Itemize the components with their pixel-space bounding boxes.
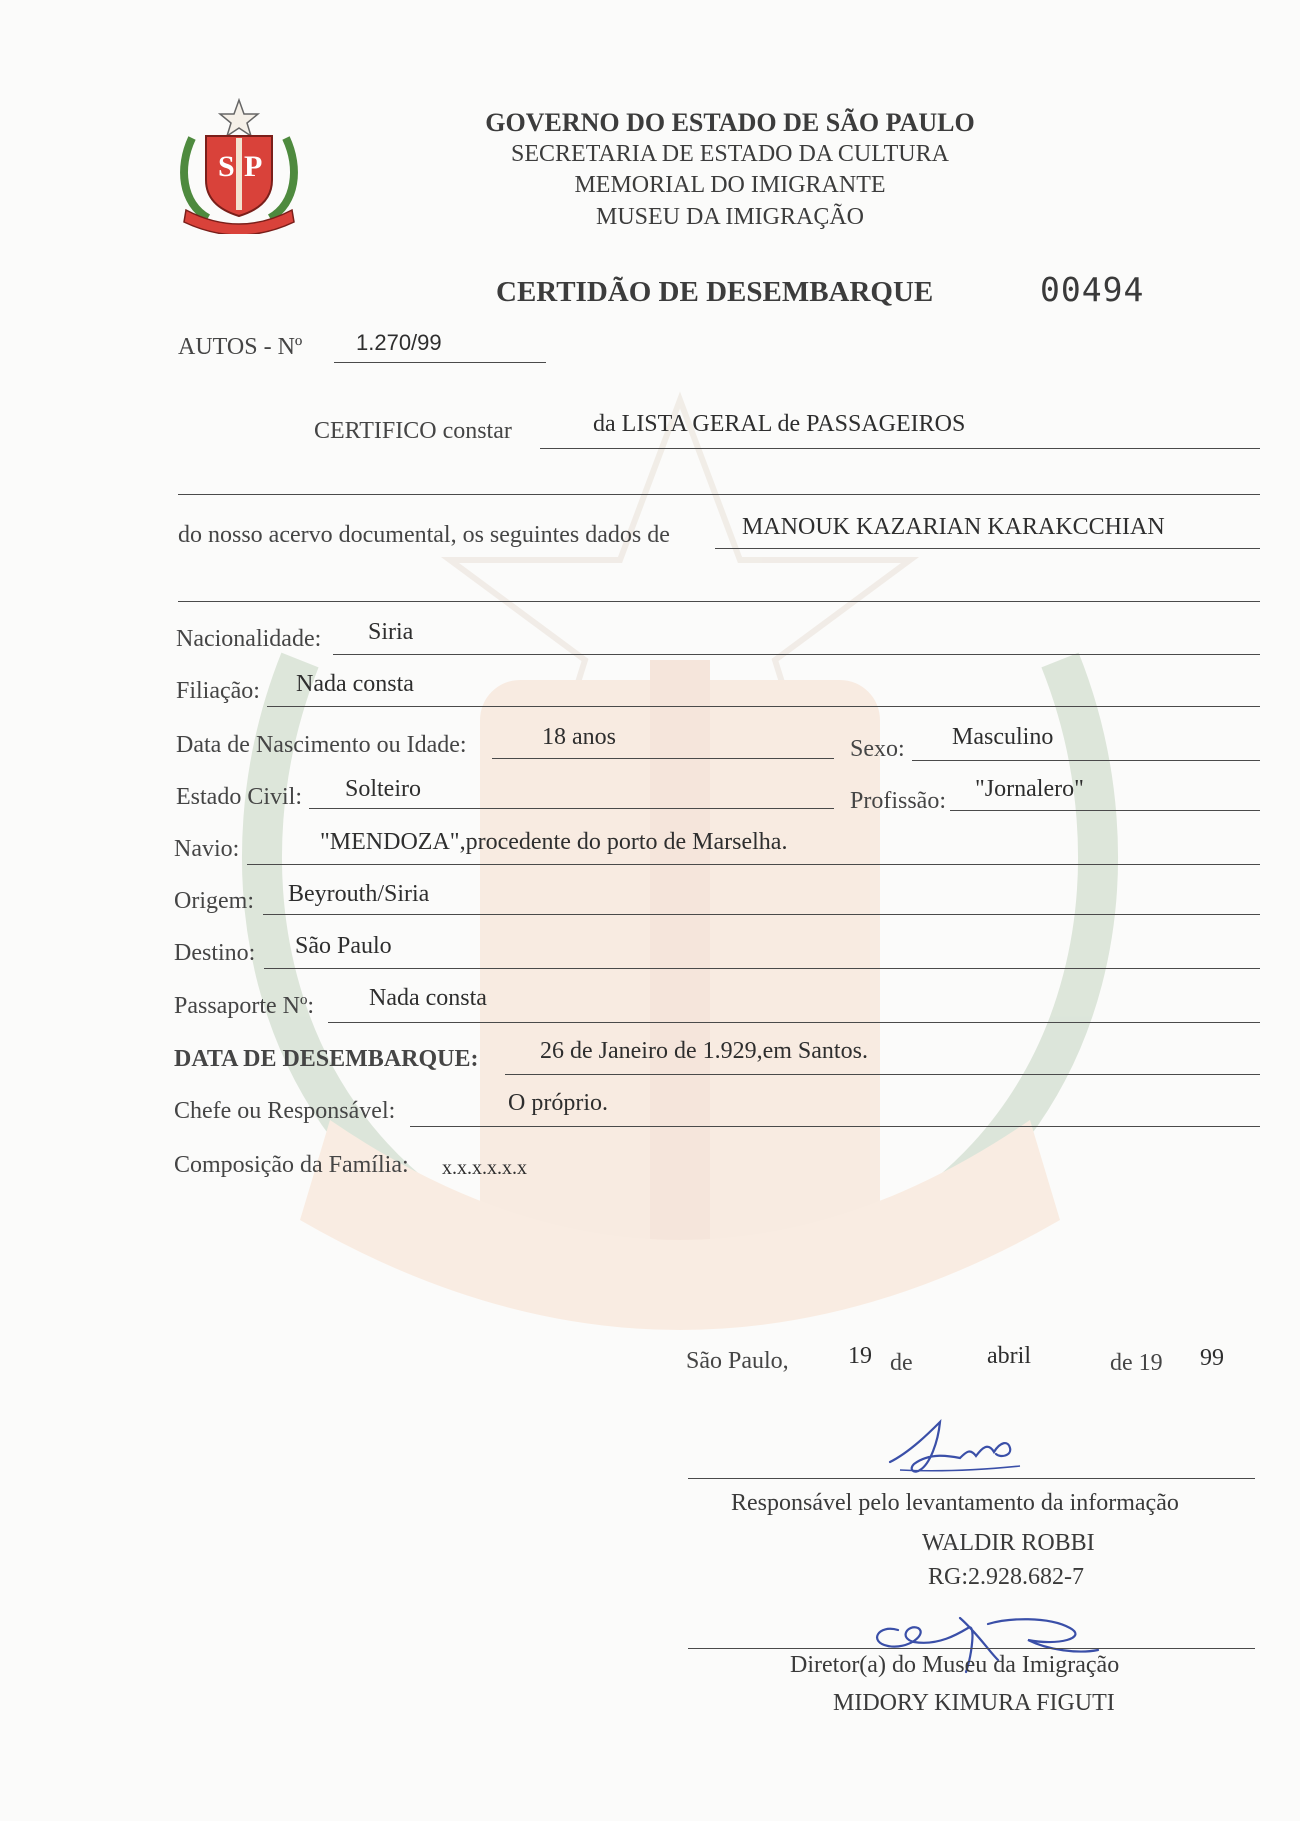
profissao-value: "Jornalero": [975, 776, 1084, 802]
header-memorial: MEMORIAL DO IMIGRANTE: [574, 172, 886, 198]
svg-text:P: P: [244, 150, 263, 183]
passaporte-underline: [328, 1022, 1260, 1023]
date-de-2: de 19: [1110, 1350, 1163, 1376]
director-caption: Diretor(a) do Museu da Imigração: [790, 1652, 1120, 1678]
composicao-value: x.x.x.x.x.x: [442, 1157, 527, 1179]
destino-underline: [264, 968, 1260, 969]
desembarque-value: 26 de Janeiro de 1.929,em Santos.: [540, 1038, 868, 1064]
date-de-1: de: [890, 1350, 913, 1376]
header-secretariat: SECRETARIA DE ESTADO DA CULTURA: [511, 141, 949, 167]
autos-label: AUTOS - Nº: [178, 334, 303, 360]
passaporte-label: Passaporte Nº:: [174, 993, 315, 1019]
filiacao-label: Filiação:: [176, 678, 260, 704]
director-name: MIDORY KIMURA FIGUTI: [833, 1690, 1115, 1716]
desembarque-underline: [505, 1074, 1260, 1075]
director-signature-line: [688, 1648, 1255, 1649]
passenger-underline: [715, 548, 1260, 549]
blank-line-2: [178, 601, 1260, 602]
responsible-name: WALDIR ROBBI: [922, 1530, 1095, 1556]
chefe-label: Chefe ou Responsável:: [174, 1098, 396, 1124]
passaporte-value: Nada consta: [369, 985, 487, 1011]
navio-label: Navio:: [174, 836, 240, 862]
destino-label: Destino:: [174, 940, 256, 966]
navio-underline: [247, 864, 1260, 865]
date-city: São Paulo,: [686, 1348, 789, 1374]
profissao-label: Profissão:: [850, 788, 946, 814]
nascimento-label: Data de Nascimento ou Idade:: [176, 732, 467, 758]
date-year: 99: [1200, 1345, 1224, 1371]
header-museum: MUSEU DA IMIGRAÇÃO: [595, 204, 865, 230]
autos-underline: [334, 362, 546, 363]
nascimento-underline: [492, 758, 834, 759]
destino-value: São Paulo: [295, 933, 392, 959]
responsible-signature-line: [688, 1478, 1255, 1479]
certificate-number: 00494: [1040, 270, 1145, 309]
desembarque-label: DATA DE DESEMBARQUE:: [174, 1046, 479, 1072]
date-month: abril: [987, 1343, 1031, 1369]
profissao-underline: [950, 810, 1260, 811]
watermark-emblem: [180, 360, 1180, 1360]
estado-civil-underline: [309, 808, 834, 809]
autos-value: 1.270/99: [356, 330, 442, 355]
sexo-underline: [912, 760, 1260, 761]
chefe-value: O próprio.: [508, 1090, 608, 1116]
sexo-label: Sexo:: [850, 736, 905, 762]
estado-civil-value: Solteiro: [345, 776, 421, 802]
origem-underline: [263, 914, 1260, 915]
passenger-name: MANOUK KAZARIAN KARAKCCHIAN: [742, 514, 1165, 540]
composicao-label: Composição da Família:: [174, 1152, 409, 1178]
certifico-value: da LISTA GERAL de PASSAGEIROS: [593, 411, 966, 437]
nacionalidade-underline: [333, 654, 1260, 655]
estado-civil-label: Estado Civil:: [176, 784, 302, 810]
responsible-signature: [870, 1412, 1030, 1486]
certifico-label: CERTIFICO constar: [314, 418, 512, 444]
origem-label: Origem:: [174, 888, 254, 914]
document-title: CERTIDÃO DE DESEMBARQUE: [496, 276, 934, 308]
svg-text:S: S: [218, 150, 235, 183]
chefe-underline: [410, 1126, 1260, 1127]
blank-line-1: [178, 494, 1260, 495]
navio-value: "MENDOZA",procedente do porto de Marselha.: [320, 829, 788, 855]
responsible-caption: Responsável pelo levantamento da informação: [731, 1490, 1179, 1516]
date-day: 19: [848, 1343, 872, 1369]
filiacao-value: Nada consta: [296, 671, 414, 697]
nacionalidade-label: Nacionalidade:: [176, 626, 322, 652]
responsible-rg: RG:2.928.682-7: [928, 1564, 1084, 1590]
sao-paulo-crest-logo: [178, 98, 300, 234]
header-government: GOVERNO DO ESTADO DE SÃO PAULO: [485, 108, 975, 137]
sexo-value: Masculino: [952, 724, 1054, 750]
nascimento-value: 18 anos: [542, 724, 616, 750]
certifico-underline: [540, 448, 1260, 449]
filiacao-underline: [267, 706, 1260, 707]
nacionalidade-value: Siria: [368, 619, 414, 645]
origem-value: Beyrouth/Siria: [288, 881, 430, 907]
acervo-label: do nosso acervo documental, os seguintes dados de: [178, 522, 670, 548]
